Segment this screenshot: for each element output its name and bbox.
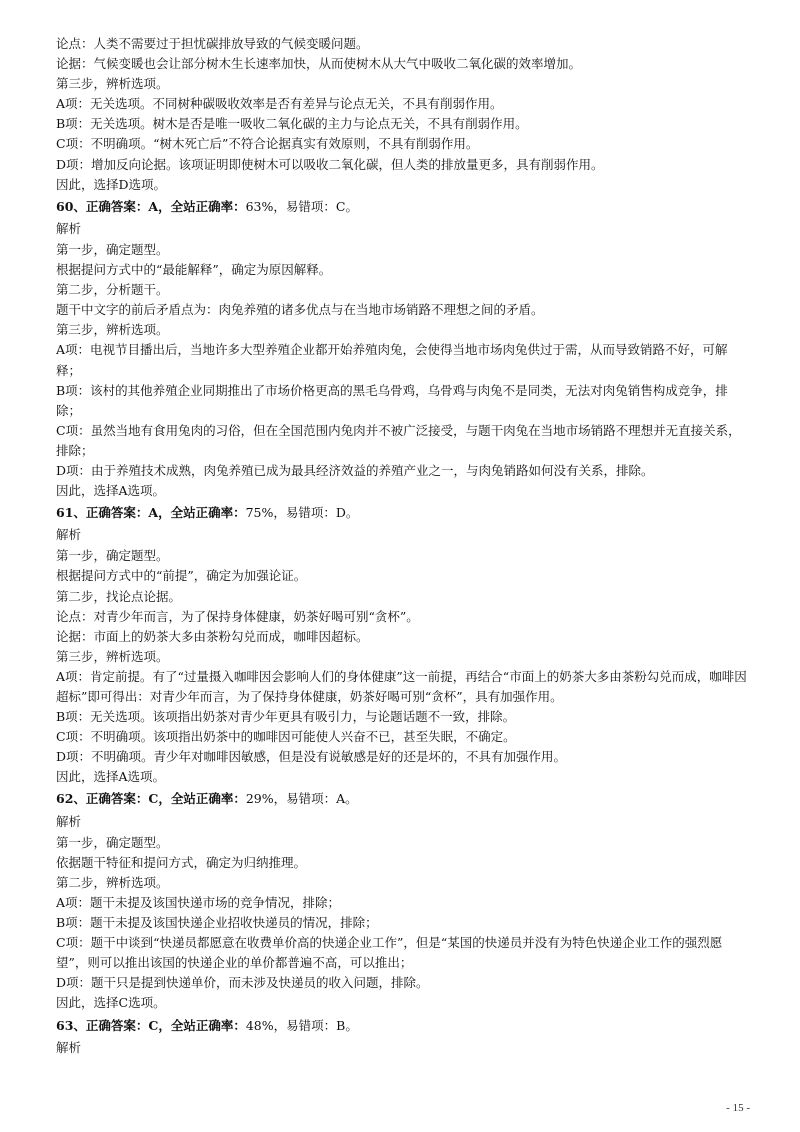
text-line: 论点：人类不需要过于担忧碳排放导致的气候变暖问题。 xyxy=(56,36,369,51)
text-line: D项：由于养殖技术成熟，肉兔养殖已成为最具经济效益的养殖产业之一，与肉兔销路如何没有关系，排除。 xyxy=(56,462,654,478)
text-line: 第二步，找论点论据。 xyxy=(56,588,182,604)
text-line: A项：无关选项。不同树种碳吸收效率是否有差异与论点无关，不具有削弱作用。 xyxy=(56,96,503,112)
text-line: 论点：对青少年而言，为了保持身体健康，奶茶好喝可别“贪杯”。 xyxy=(56,608,419,624)
answer-header xyxy=(56,789,752,809)
text-line: 因此，选择D选项。 xyxy=(56,176,167,192)
q63-section xyxy=(56,1016,752,1058)
analysis-heading: 解析 xyxy=(56,220,82,236)
text-line: A项：肯定前提。有了“过量摄入咖啡因会影响人们的身体健康”这一前提，再结合“市面上的奶茶大多由茶粉勾兑而成，咖啡因超标”即可得出：对青少年而言，为了保持身体健康，奶茶好喝可别“贪杯”，具有加强作用。 xyxy=(56,668,747,704)
text-line: A项：电视节目播出后，当地许多大型养殖企业都开始养殖肉兔，会使得当地市场肉兔供过于需，从而导致销路不好，可解释； xyxy=(56,342,728,378)
text-line: 第三步，辨析选项。 xyxy=(56,322,169,338)
text-line: 因此，选择A选项。 xyxy=(56,769,166,785)
text-line: C项：题干中谈到“快递员都愿意在收费单价高的快递企业工作”，但是“某国的快递员并没有为特色快递企业工作的强烈愿望”，则可以推出该国的快递企业的单价都普遍不高，可以推出； xyxy=(56,935,723,971)
text-line: 论据：气候变暖也会让部分树木生长速率加快，从而使树木从大气中吸收二氧化碳的效率增加。 xyxy=(56,56,582,72)
text-line: 第一步，确定题型。 xyxy=(56,548,169,564)
text-line: A项：题干未提及该国快递市场的竞争情况，排除； xyxy=(56,894,341,910)
text-line: 第二步，辨析选项。 xyxy=(56,874,169,890)
answer-header-rest: 63%，易错项：C。 xyxy=(245,198,358,214)
text-line: C项：虽然当地有食用兔肉的习俗，但在全国范围内兔肉并不被广泛接受，与题干肉兔在当地市场销路不理想并无直接关系，排除； xyxy=(56,422,741,458)
text-line: 第二步，分析题干。 xyxy=(56,282,169,298)
answer-header-bold: 62、正确答案：C，全站正确率： xyxy=(56,791,246,807)
text-line: D项：不明确项。青少年对咖啡因敏感，但是没有说敏感是好的还是坏的，不具有加强作用。 xyxy=(56,749,567,765)
text-line: 第一步，确定题型。 xyxy=(56,834,169,850)
analysis-heading: 解析 xyxy=(56,527,82,543)
text-line: B项：无关选项。树木是否是唯一吸收二氧化碳的主力与论点无关，不具有削弱作用。 xyxy=(56,116,528,132)
answer-header-bold: 61、正确答案：A，全站正确率： xyxy=(56,505,246,521)
q59-explanation-tail xyxy=(56,34,752,195)
analysis-heading: 解析 xyxy=(56,1039,82,1055)
text-line: 第三步，辨析选项。 xyxy=(56,648,169,664)
answer-header-bold: 63、正确答案：C，全站正确率： xyxy=(56,1017,246,1033)
q61-section xyxy=(56,503,752,787)
text-line: 题干中文字的前后矛盾点为：肉兔养殖的诸多优点与在当地市场销路不理想之间的矛盾。 xyxy=(56,302,544,318)
answer-header xyxy=(56,503,752,523)
page-number: - 15 - xyxy=(726,1102,750,1114)
analysis-heading: 解析 xyxy=(56,813,82,829)
text-line: 根据提问方式中的“最能解释”，确定为原因解释。 xyxy=(56,262,332,278)
answer-header-bold: 60、正确答案：A，全站正确率： xyxy=(56,198,246,214)
text-line: D项：增加反向论据。该项证明即使树木可以吸收二氧化碳，但人类的排放量更多，具有削弱作用。 xyxy=(56,156,604,172)
answer-header-rest: 29%，易错项：A。 xyxy=(245,791,358,807)
q62-section xyxy=(56,789,752,1013)
text-line: 因此，选择A选项。 xyxy=(56,483,166,499)
text-line: B项：该村的其他养殖企业同期推出了市场价格更高的黑毛乌骨鸡，乌骨鸡与肉兔不是同类，无法对肉兔销售构成竞争，排除； xyxy=(56,382,728,418)
text-line: 根据提问方式中的“前提”，确定为加强论证。 xyxy=(56,568,307,584)
text-line: 依据题干特征和提问方式，确定为归纳推理。 xyxy=(56,854,307,870)
text-line: C项：不明确项。“树木死亡后”不符合论据真实有效原则，不具有削弱作用。 xyxy=(56,136,479,152)
answer-header xyxy=(56,197,752,217)
text-line: 论据：市面上的奶茶大多由茶粉勾兑而成，咖啡因超标。 xyxy=(56,628,369,644)
text-line: C项：不明确项。该项指出奶茶中的咖啡因可能使人兴奋不已，甚至失眠，不确定。 xyxy=(56,729,516,745)
text-line: B项：无关选项。该项指出奶茶对青少年更具有吸引力，与论题话题不一致，排除。 xyxy=(56,709,516,725)
answer-header-rest: 75%，易错项：D。 xyxy=(245,505,359,521)
answer-header-rest: 48%，易错项：B。 xyxy=(245,1017,358,1033)
text-line: 第三步，辨析选项。 xyxy=(56,76,169,92)
text-line: 因此，选择C选项。 xyxy=(56,995,166,1011)
text-line: 第一步，确定题型。 xyxy=(56,241,169,257)
answer-header xyxy=(56,1016,752,1036)
text-line: D项：题干只是提到快递单价，而未涉及快递员的收入问题，排除。 xyxy=(56,975,429,991)
q60-section xyxy=(56,197,752,501)
text-line: B项：题干未提及该国快递企业招收快递员的情况，排除； xyxy=(56,915,378,931)
